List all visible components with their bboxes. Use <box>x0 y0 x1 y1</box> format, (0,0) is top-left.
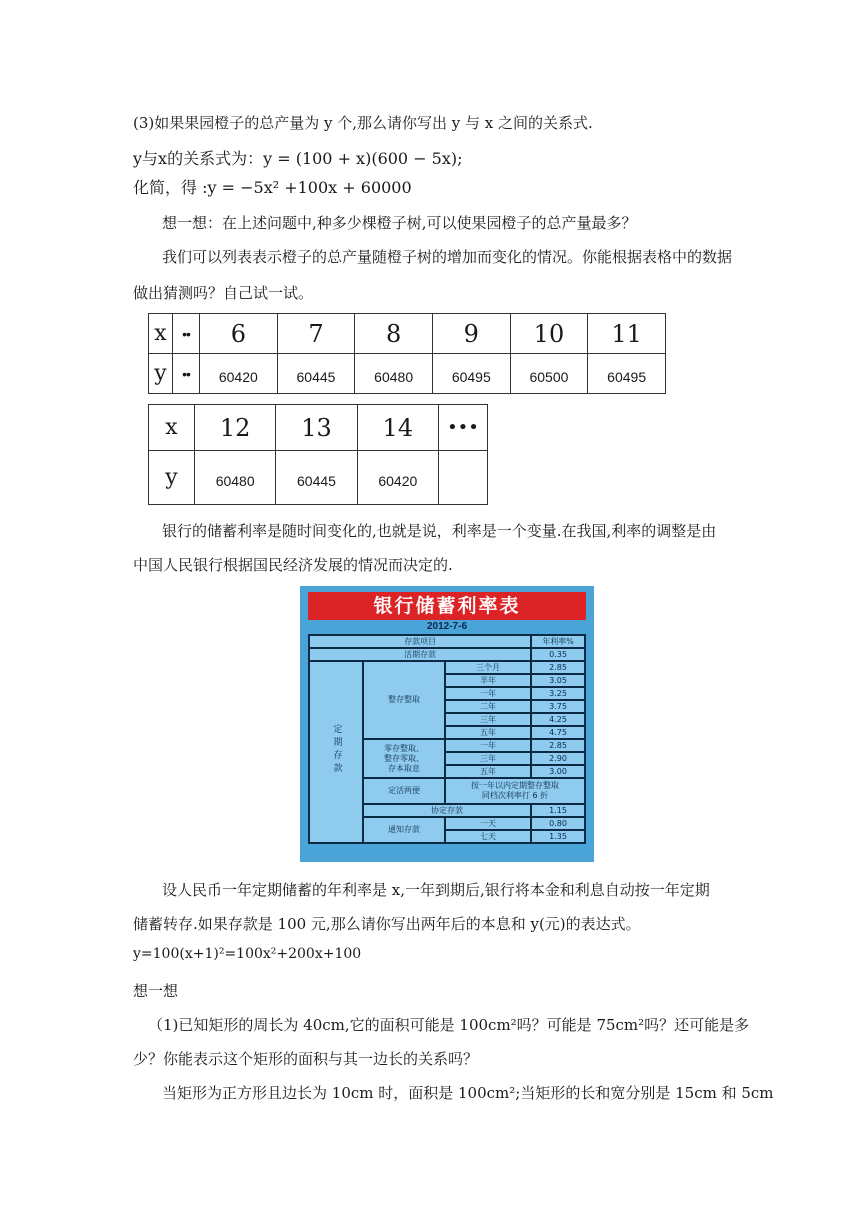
fixed-deposit-text: 定期存款 <box>331 723 342 776</box>
term: 半年 <box>445 674 531 687</box>
bank-rate-figure <box>300 586 594 862</box>
paragraph-line: 中国人民银行根据国民经济发展的情况而决定的. <box>133 556 453 574</box>
tongzhi-label: 通知存款 <box>363 817 445 843</box>
bank-rate-table <box>308 634 586 844</box>
term: 五年 <box>445 765 531 778</box>
relation-formula <box>133 146 463 169</box>
term: 三个月 <box>445 661 531 674</box>
rate: 3.00 <box>531 765 585 778</box>
rate: 1.35 <box>531 830 585 843</box>
paragraph-line: 我们可以列表表示橙子的总产量随橙子树的增加而变化的情况。你能根据表格中的数据 <box>162 248 733 266</box>
y-value: 60500 <box>510 354 588 394</box>
term: 二年 <box>445 700 531 713</box>
think-heading: 想一想 <box>133 982 179 1000</box>
simplified-expression: y = −5x² +100x + 60000 <box>207 178 412 197</box>
xieding-rate: 1.15 <box>531 804 585 817</box>
term: 五年 <box>445 726 531 739</box>
lingcun-label-line: 存本取息 <box>388 763 420 773</box>
rate: 4.25 <box>531 713 585 726</box>
value-table-2 <box>148 404 488 505</box>
bank-table-title: 银行储蓄利率表 <box>308 592 586 620</box>
y-label: y <box>149 451 195 505</box>
y-value: 60495 <box>432 354 510 394</box>
answer-line: 当矩形为正方形且边长为 10cm 时，面积是 100cm²;当矩形的长和宽分别是 15cm 和 5cm <box>162 1084 774 1102</box>
header-rate: 年利率% <box>531 635 585 648</box>
ellipsis: •• <box>173 314 200 354</box>
y-label: y <box>149 354 173 394</box>
rate: 3.75 <box>531 700 585 713</box>
y-value: 60480 <box>195 451 276 505</box>
y-value: 60495 <box>588 354 666 394</box>
think-question: 想一想：在上述问题中,种多少棵橙子树,可以使果园橙子的总产量最多？ <box>162 214 637 232</box>
zhengcun-label: 整存整取 <box>363 661 445 739</box>
simplified-formula <box>133 175 412 198</box>
rate: 2.85 <box>531 661 585 674</box>
term: 一年 <box>445 739 531 752</box>
rate: 3.25 <box>531 687 585 700</box>
term: 三年 <box>445 713 531 726</box>
lingcun-label-line: 零存整取、 <box>384 743 424 753</box>
header-item: 存款项目 <box>309 635 531 648</box>
y-value: 60445 <box>276 451 357 505</box>
dinghuo-label: 定活两便 <box>363 778 445 804</box>
x-value: 12 <box>195 405 276 451</box>
term: 一天 <box>445 817 531 830</box>
x-label: x <box>149 405 195 451</box>
y-value: 60420 <box>200 354 278 394</box>
x-value: 6 <box>200 314 278 354</box>
x-value: 8 <box>355 314 433 354</box>
x-value: 14 <box>357 405 438 451</box>
paragraph-line: 设人民币一年定期储蓄的年利率是 x,一年到期后,银行将本金和利息自动按一年定期 <box>162 881 710 899</box>
fixed-deposit-label <box>309 661 363 843</box>
x-label: x <box>149 314 173 354</box>
xieding-label: 协定存款 <box>363 804 531 817</box>
x-value: 9 <box>432 314 510 354</box>
equation: y=100(x+1)²=100x²+200x+100 <box>133 946 362 962</box>
x-value: 13 <box>276 405 357 451</box>
demand-deposit-label: 活期存款 <box>309 648 531 661</box>
dinghuo-text <box>445 778 585 804</box>
term: 一年 <box>445 687 531 700</box>
paragraph-line: 银行的储蓄利率是随时间变化的,也就是说，利率是一个变量.在我国,利率的调整是由 <box>162 522 717 540</box>
paragraph-line: 做出猜测吗？自己试一试。 <box>133 284 314 302</box>
rate: 2.90 <box>531 752 585 765</box>
rate: 2.85 <box>531 739 585 752</box>
empty-cell <box>439 451 488 505</box>
rate: 4.75 <box>531 726 585 739</box>
ellipsis: ••• <box>439 405 488 451</box>
x-value: 7 <box>277 314 355 354</box>
lingcun-label <box>363 739 445 778</box>
paragraph-line: 储蓄转存.如果存款是 100 元,那么请你写出两年后的本息和 y(元)的表达式。 <box>133 915 641 933</box>
rate: 3.05 <box>531 674 585 687</box>
bank-table-date: 2012-7-6 <box>426 621 468 632</box>
dinghuo-text-line: 按一年以内定期整存整取 <box>471 781 559 790</box>
x-value: 10 <box>510 314 588 354</box>
term: 三年 <box>445 752 531 765</box>
simplify-prefix: 化简，得 : <box>133 178 208 197</box>
question-1-line: 少？你能表示这个矩形的面积与其一边长的关系吗？ <box>133 1050 479 1068</box>
question-3: (3)如果果园橙子的总产量为 y 个,那么请你写出 y 与 x 之间的关系式. <box>133 114 593 132</box>
formula-prefix: y与x的关系式为： <box>133 149 264 168</box>
y-value: 60445 <box>277 354 355 394</box>
y-value: 60420 <box>357 451 438 505</box>
question-1-line: （1)已知矩形的周长为 40cm,它的面积可能是 100cm²吗？可能是 75cm²吗？还可能是多 <box>148 1016 750 1034</box>
y-value: 60480 <box>355 354 433 394</box>
dinghuo-text-line: 同档次利率打 6 折 <box>481 791 549 800</box>
value-table-1 <box>148 313 666 394</box>
lingcun-label-line: 整存零取、 <box>384 753 424 763</box>
formula-expression: y = (100 + x)(600 − 5x); <box>263 149 463 168</box>
ellipsis: •• <box>173 354 200 394</box>
x-value: 11 <box>588 314 666 354</box>
demand-deposit-rate: 0.35 <box>531 648 585 661</box>
rate: 0.80 <box>531 817 585 830</box>
term: 七天 <box>445 830 531 843</box>
